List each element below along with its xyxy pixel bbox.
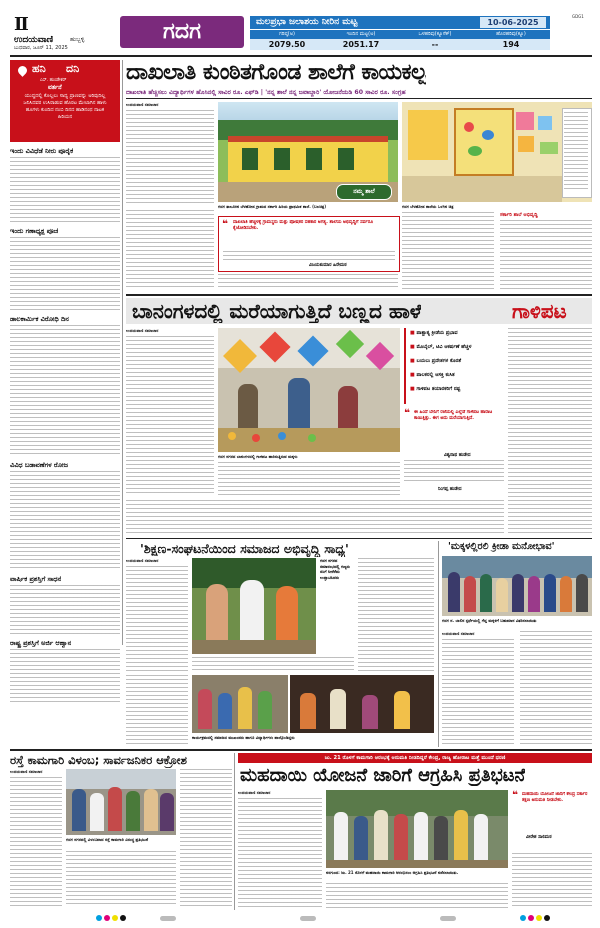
stat-value: 2079.50 [268, 40, 306, 49]
classroom-photo [402, 102, 592, 202]
reservoir-box [250, 14, 592, 52]
sidebar-heading: ಡಾಲಕಾರ್ಮಿಕ ವಿರೋಧಿ ದಿನ [10, 315, 69, 323]
reservoir-date: 10-06-2025 [480, 17, 546, 28]
mahadayi-quote: ಮಹದಾಯಿ ಯೋಜನೆ ಜಾರಿಗೆ ಕೇಂದ್ರ ಸರ್ಕಾರ ತಕ್ಷಣ ಅನುಮತಿ ನೀಡಬೇಕು. [522, 792, 588, 803]
lead-subhead: ದಾಖಲಾತಿ ಹೆಚ್ಚಿಸಲು ವಿದ್ಯಾರ್ಥಿಗಳ ಹೊಸಿನಲ್ಲಿ ಸಾವಿರ ರೂ. ಎಫ್‌ಡಿ | 'ನನ್ನ ಶಾಲೆ ನನ್ನ ಜವಾಬ್ದಾರಿ' ಯೋಜನೆಯಡಿ 60 ಸಾವಿರ ರೂ. ಸಂಗ್ರಹ [126, 89, 406, 96]
section-rule [10, 749, 592, 751]
classroom-caption: ಗದಗ ಬೆಳಹೋಡ ಶಾಲೆಯ ಒಳಗಿನ ಚಿತ್ರ [402, 204, 454, 209]
stat-value: 2051.17 [342, 40, 380, 49]
road-caption: ಗದಗ ನಗರದಲ್ಲಿ ವಿಳಂಬವಾದ ರಸ್ತೆ ಕಾಮಗಾರಿ ವಿರುದ್ಧ ಪ್ರತಿಭಟನೆ [66, 837, 149, 842]
education-caption: ಕಾರ್ಯಕ್ರಮದಲ್ಲಿ ಸಮಾಜದ ಮುಖಂಡರು ಹಾಗೂ ವಿದ್ಯಾರ್ಥಿಗಳು ಪಾಲ್ಗೊಂಡಿದ್ದರು [192, 735, 295, 740]
road-byline: ಉದಯವಾಣಿ ಸಮಾಚಾರ [10, 769, 43, 774]
reservoir-title: ಮಲಪ್ರಭಾ ಜಲಾಶಯ ನೀರಿನ ಮಟ್ಟ [256, 17, 358, 27]
mahadayi-caption: ನರಗುಂದ: ಜು. 21 ರೊಳಗೆ ಮಹದಾಯಿ ಕಾಮಗಾರಿ ಆರಂಭಿಸಲು ಆಗ್ರಹಿಸಿ ಪ್ರತಿಭಟನೆ ನಡೆಸಲಾಯಿತು. [326, 870, 459, 875]
sidebar [10, 60, 120, 850]
registration-marks [0, 912, 600, 928]
sidebar-heading: ವಿವಿಧ ಬಡಾವಣೆಗಳ ರೋಜ [10, 461, 68, 469]
kite-bullets [404, 328, 506, 404]
section-rule [126, 294, 592, 296]
logo-mark: II [14, 14, 27, 35]
paper-name: ಉದಯವಾಣಿ [14, 35, 54, 45]
sidebar-heading: ವಾರ್ಷಿಕ ಪ್ರಶಸ್ತಿಗೆ ಸಾಧನೆ [10, 575, 62, 583]
education-side-caption: ಗದಗ ನಗರದ ಸಮಾರಂಭದಲ್ಲಿ ಗಣ್ಯರು ಸಸಿಗೆ ನೀರೆರೆದು ಉದ್ಘಾಟಿಸಿದರು [320, 558, 350, 580]
mahadayi-kicker: ಜು. 21 ರೊಳಗೆ ಕಾಮಗಾರಿ ಆರಂಭಕ್ಕೆ ಅನುಮತಿ ನೀಡದಿದ್ದರೆ ಕೇಂದ್ರ, ರಾಜ್ಯ ಹೋರಾಟ ಮತ್ತೆ ಮುಂದೆ ಧರಣಿ [238, 753, 592, 763]
road-story [10, 753, 232, 910]
stat-value: 194 [502, 40, 520, 49]
mahadayi-reporter: ವೀರೇಶ ಸಾಲಿಮಠ [526, 835, 552, 840]
pull-quote-box [218, 216, 400, 272]
edition-name: ಗದಗ [162, 19, 202, 44]
mahadayi-quote-box [512, 790, 592, 850]
column-rule [438, 541, 439, 747]
lead-reporter: ವಿಜಯಕುಮಾರ ಹಿರೇಮಠ [309, 263, 347, 268]
pull-quote-text: ದಾಖಲಾತಿ ಹೆಚ್ಚಳಕ್ಕೆ ಗ್ರಾಮಸ್ಥರು ಮತ್ತು ಪೋಷಕರ ಸಹಕಾರ ಅಗತ್ಯ. ಶಾಲೆಯ ಅಭಿವೃದ್ಧಿಗೆ ಸರ್ವರೂ ಕೈಜೋಡಿಸಬೇಕು. [233, 220, 373, 231]
stat-label: ಒಳಹರಿವು(ಕ್ಯೂಸೆಕ್) [418, 31, 452, 37]
ceremony-photo [290, 675, 434, 733]
brand-hani: ಹನಿ [32, 62, 46, 75]
dateline: ಬುಧವಾರ, ಜೂನ್ 11, 2025 [14, 45, 68, 51]
kite-headline-accent: ಗಾಳಿಪಟ [512, 299, 567, 323]
school-caption: ಗದಗ ತಾಲೂಕಿನ ಬೆಳಹೋಡ ಗ್ರಾಮದ ಸರ್ಕಾರಿ ಹಿರಿಯ ಪ್ರಾಥಮಿಕ ಶಾಲೆ. (ಬಲಚಿತ್ರ) [218, 204, 327, 209]
mahadayi-headline: ಮಹದಾಯಿ ಯೋಜನೆ ಜಾರಿಗೆ ಆಗ್ರಹಿಸಿ ಪ್ರತಿಭಟನೆ [240, 765, 526, 786]
education-headline: 'ಶಿಕ್ಷಣ-ಸಂಘಟನೆಯಿಂದ ಸಮಾಜದ ಅಭಿವೃದ್ಧಿ ಸಾಧ್ಯ' [140, 541, 349, 556]
lead-headline: ದಾಖಲಾತಿ ಕುಂಠಿತಗೊಂಡ ಶಾಲೆಗೆ ಕಾಯಕಲ್ಪ [126, 60, 427, 85]
reservoir-stats [250, 30, 550, 52]
section-rule [126, 538, 592, 539]
list-item: ■ ಗಾಳಿಪಟ ತಯಾರಕರಿಗೆ ನಷ್ಟ [410, 386, 461, 392]
children-story [442, 541, 592, 747]
kite-caption: ಗದಗ ನಗರದ ಬಾನಂಗಳದಲ್ಲಿ ಗಾಳಿಪಟ ಹಾರಿಸುತ್ತಿರುವ ಮಕ್ಕಳು [218, 454, 298, 459]
mahadayi-photo [326, 790, 508, 868]
lead-right-subhead: ಸರ್ಕಾರಿ ಶಾಲೆ ಅಭಿವೃದ್ಧಿ [500, 212, 538, 218]
kite-quote: ಈ ಹಿಂದೆ ಬೇಸಿಗೆ ರಜೆಯಲ್ಲಿ ಎಲ್ಲೆಡೆ ಗಾಳಿಪಟ ಹಾರಾಟ ಕಾಣುತ್ತಿತ್ತು. ಈಗ ಅದು ಮರೆಯಾಗುತ್ತಿದೆ. [414, 410, 493, 421]
edition-box [120, 16, 244, 48]
masthead [10, 14, 592, 52]
stat-label: ಹೊರಹರಿವು(ಕ್ಯೂ) [496, 31, 526, 37]
list-item: ■ ಬಯಲು ಪ್ರದೇಶಗಳ ಕೊರತೆ [410, 358, 462, 364]
drop-icon [16, 64, 29, 77]
road-photo [66, 769, 176, 835]
quote-icon: ❝ [512, 790, 518, 801]
brand-dani: ದನಿ [66, 62, 80, 75]
author-name: ಎಸ್. ಹುಂಡೇಕರ್ [40, 78, 67, 83]
education-byline: ಉದಯವಾಣಿ ಸಮಾಚಾರ [126, 558, 159, 563]
poem-text: ಯುದ್ಧದಲ್ಲಿ ಕೊಲ್ಲಲು ಸಾಧ್ಯ ಪ್ರಾಣವನ್ನು ಅರಿವುದಿಲ್ಲ ಜನಿಸಿದವರ ಉಸಿರಾಡುವ ಹೊರಟ ಮೇಲಾಗಿನ ಹಾಳು ಹೂಗಳು ಕುಂದಿದ ನಂಬಿ ದಿನದ ಹಾಡಿನಂಥ ನಾಟಕ ಹಿರಿಯನ [23, 93, 107, 120]
quote-icon: ❝ [404, 408, 410, 419]
kite-byline: ಉದಯವಾಣಿ ಸಮಾಚಾರ [126, 328, 159, 333]
education-story-lower [126, 675, 436, 747]
stat-value: -- [431, 40, 439, 49]
paper-suffix: ಹುಬ್ಬಳ್ಳಿ [70, 36, 85, 43]
mahadayi-byline: ಉದಯವಾಣಿ ಸಮಾಚಾರ [238, 790, 271, 795]
gathering-photo [192, 675, 288, 733]
school-photo [218, 102, 398, 202]
lead-story [126, 60, 592, 292]
brand-box [10, 60, 120, 142]
children-headline: 'ಮಕ್ಕಳಲ್ಲಿರಲಿ ಕ್ರೀಡಾ ಮನೋಭಾವ' [448, 541, 555, 552]
kite-headline: ಬಾನಂಗಳದಲ್ಲಿ ಮರೆಯಾಗುತ್ತಿದೆ ಬಣ್ಣದ ಹಾಳೆ [132, 299, 422, 323]
list-item: ■ ಮೊಬೈಲ್, ಟಿವಿ ಆಕರ್ಷಣೆ ಹೆಚ್ಚಳ [410, 344, 472, 350]
kite-quote-box [404, 408, 504, 496]
corner-tag: GDG1 [572, 14, 584, 19]
children-photo [442, 556, 592, 616]
sidebar-heading: ಇಂದು ಗಣಾಧ್ಯಕ್ಷ ಪೂಜೆ [10, 227, 59, 235]
road-headline: ರಸ್ತೆ ಕಾಮಗಾರಿ ವಿಳಂಬ; ಸಾರ್ವಜನಿಕರ ಆಕ್ರೋಶ [10, 753, 187, 767]
lead-byline: ಉದಯವಾಣಿ ಸಮಾಚಾರ [126, 102, 159, 107]
mahadayi-story [238, 753, 592, 910]
children-caption: ಗದಗ ನ. ಬಾಲಿನ ಸ್ಪರ್ಧೆಯಲ್ಲಿ ಗೆದ್ದ ಮಕ್ಕಳಿಗೆ ಬಹುಮಾನ ವಿತರಿಸಲಾಯಿತು [442, 618, 537, 623]
list-item: ■ ಪಾಲಕರಲ್ಲಿ ಆಸಕ್ತಿ ಕುಸಿತ [410, 372, 455, 378]
kite-reporter: ವಿಶ್ವನಾಥ ಹುಡೇದ [444, 453, 471, 458]
column-rule [122, 60, 123, 645]
kite-reporter-2: ನಿಂಗಪ್ಪ ಹುಡೇದ [438, 487, 462, 492]
column-rule [234, 753, 235, 910]
sidebar-heading: ರಾಷ್ಟ್ರ ಪ್ರಶಸ್ತಿಗೆ ಅರ್ಜಿ ಆಹ್ವಾನ [10, 639, 72, 647]
section-label: ವರ್ತನೆ [48, 84, 62, 91]
kite-story [126, 298, 592, 536]
stat-label: ಇಂದಿನ ಮಟ್ಟ(ಅ) [346, 31, 376, 37]
education-story [126, 541, 436, 673]
kite-photo [218, 328, 400, 452]
stat-label: ಗರಿಷ್ಠ(ಅ) [279, 31, 295, 37]
sidebar-heading: ಇಂದು ವಿವಿಧೆಡೆ ನೀರು ಪೂರೈಕೆ [10, 147, 74, 155]
quote-icon: ❝ [222, 219, 228, 230]
education-photo [192, 558, 316, 654]
school-badge: ನಮ್ಮ ಶಾಲೆ [336, 184, 392, 200]
masthead-rule [10, 55, 592, 57]
list-item: ■ ಪಾಶ್ಚಾತ್ಯ ಕ್ರೀಡೆಯ ಪ್ರಭಾವ [410, 330, 458, 336]
children-byline: ಉದಯವಾಣಿ ಸಮಾಚಾರ [442, 631, 475, 636]
